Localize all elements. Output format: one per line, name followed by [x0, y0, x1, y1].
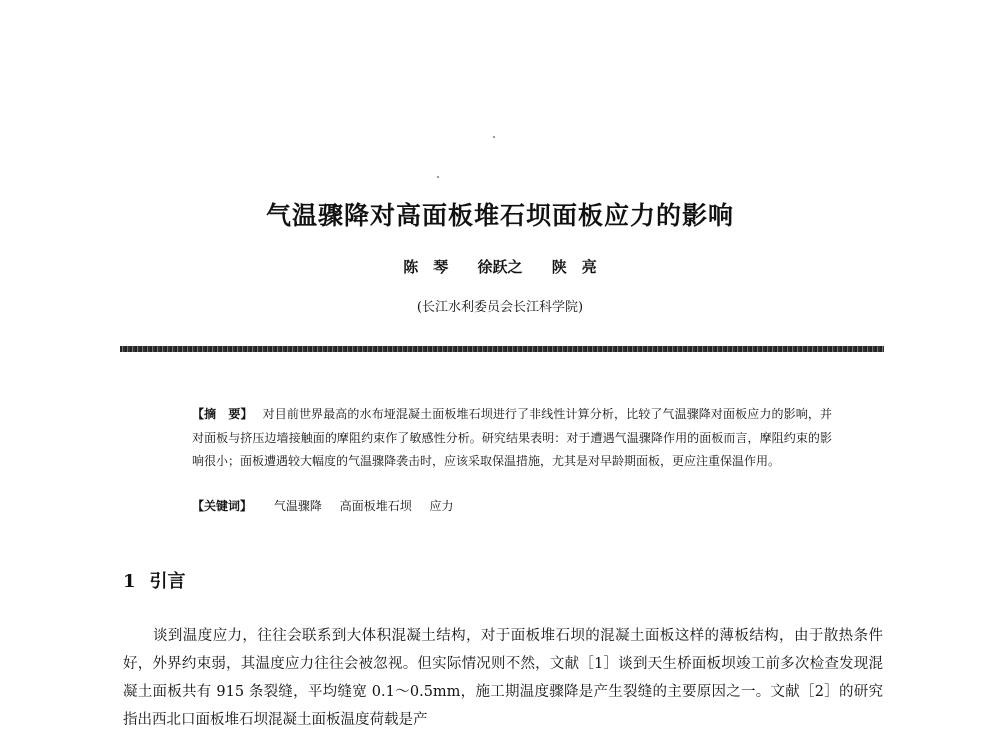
abstract-text: 对目前世界最高的水布垭混凝土面板堆石坝进行了非线性计算分析，比较了气温骤降对面板应力的影响，并对面板与挤压边墙接触面的摩阻约束作了敏感性分析。研究结果表明：对于遭遇气温骤降作用的面板而言，摩阻约束的影响很小；面板遭遇较大幅度的气温骤降袭击时，应该采取保温措施，尤其是对早龄期面板，更应注重保温作用。	[192, 407, 832, 468]
paper-title: 气温骤降对高面板堆石坝面板应力的影响	[265, 201, 734, 230]
keyword: 气温骤降	[273, 499, 322, 513]
header-divider	[120, 346, 884, 352]
author-name: 徐跃之	[477, 258, 523, 276]
author-list	[0, 256, 1000, 277]
scan-speck	[437, 176, 439, 178]
author-name: 陕 亮	[551, 258, 597, 276]
section-title: 引言	[149, 571, 186, 592]
keyword: 高面板堆石坝	[339, 499, 412, 513]
keywords-label: 【关键词】	[192, 499, 253, 513]
section-number: 1	[123, 571, 136, 592]
body-paragraph: 谈到温度应力，往往会联系到大体积混凝土结构，对于面板堆石坝的混凝土面板这样的薄板结构，由于散热条件好，外界约束弱，其温度应力往往会被忽视。但实际情况则不然，文献［1］谈到天生桥面板坝竣工前多次检查发现混凝土面板共有 915 条裂缝，平均缝宽 0.1～0.5mm，施工期温度骤降是产生裂缝的主要原因之一。文献［2］的研究指出西北口面板堆石坝混凝土面板温度荷载是产	[123, 628, 883, 728]
section-heading	[123, 567, 186, 593]
keyword: 应力	[429, 499, 454, 513]
affiliation: (长江水利委员会长江科学院)	[416, 300, 584, 315]
abstract	[192, 403, 832, 474]
abstract-label: 【摘 要】	[192, 407, 253, 421]
keywords	[192, 497, 832, 514]
scan-speck	[493, 136, 495, 138]
author-name: 陈 琴	[403, 258, 449, 276]
